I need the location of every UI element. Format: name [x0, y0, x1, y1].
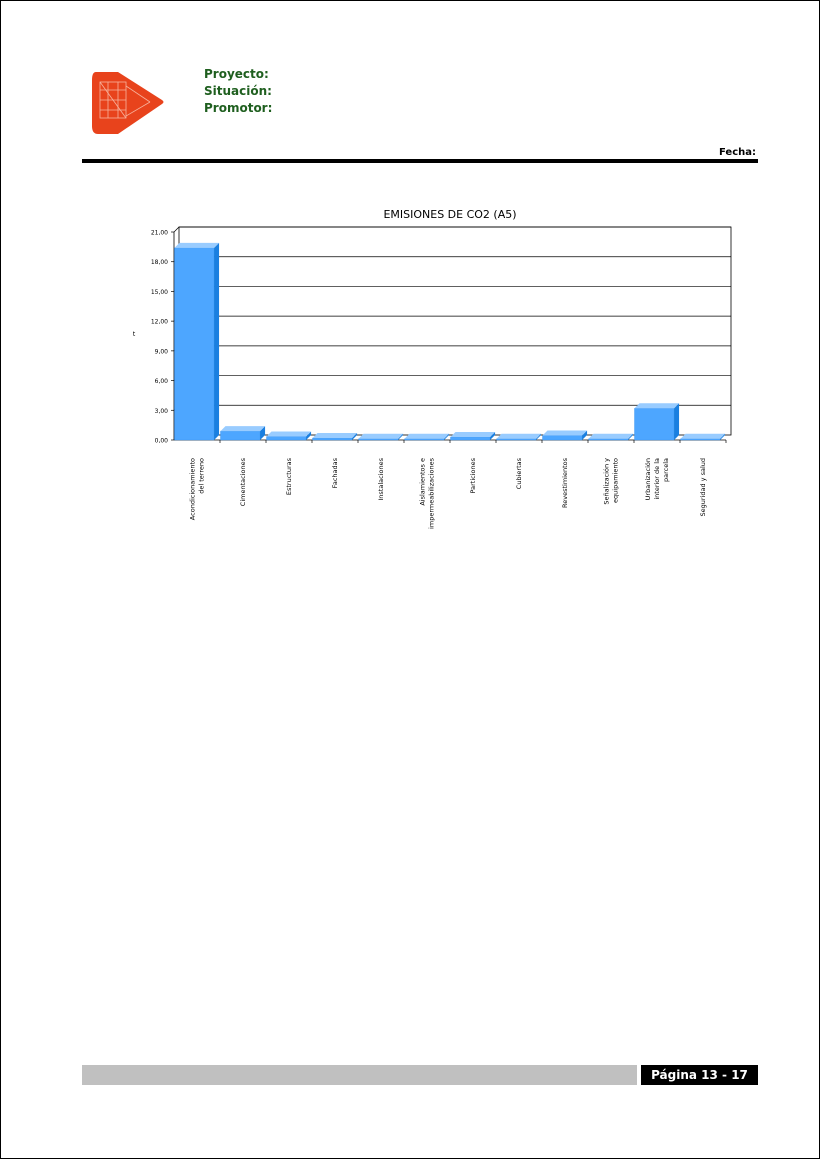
- bar-front: [313, 438, 353, 440]
- y-tick-label: 3,00: [154, 407, 168, 415]
- bar-top: [543, 431, 588, 436]
- y-tick-label: 9,00: [154, 348, 168, 356]
- bar-top: [221, 426, 266, 431]
- y-tick-label: 21,00: [150, 229, 168, 237]
- co2-emissions-chart: [100, 200, 740, 560]
- bar-top: [359, 434, 404, 439]
- x-category-label-line: interior de la: [653, 458, 661, 500]
- y-tick-label: 18,00: [150, 259, 168, 267]
- bar-top: [267, 432, 312, 437]
- proyecto-label: Proyecto:: [204, 67, 269, 81]
- bar-side: [214, 243, 219, 440]
- bar-top: [451, 432, 496, 437]
- y-tick-label: 15,00: [150, 288, 168, 296]
- chart-title: EMISIONES DE CO2 (A5): [383, 208, 517, 221]
- gridline-edge: [174, 227, 179, 232]
- header-fields: [204, 66, 272, 117]
- x-category-label-line: Fachadas: [331, 458, 339, 489]
- promotor-label: Promotor:: [204, 101, 273, 115]
- company-logo: [88, 66, 168, 140]
- x-category-label-line: Revestimientos: [561, 458, 569, 508]
- page-number: Página 13 - 17: [641, 1065, 758, 1085]
- x-category-label-line: Acondicionamiento: [188, 458, 197, 521]
- x-category-label-line: parcela: [662, 458, 670, 483]
- bar-front: [635, 408, 675, 440]
- x-category-label-line: del terreno: [197, 458, 206, 494]
- bar-front: [497, 439, 537, 440]
- x-category-label-line: Estructuras: [285, 458, 293, 496]
- y-axis-label: t: [132, 331, 136, 338]
- bar-top: [589, 434, 634, 439]
- bar-side: [674, 403, 679, 440]
- x-category-label-line: impermeabilizaciones: [427, 458, 436, 529]
- bar-front: [267, 437, 307, 440]
- header-rule: [82, 159, 758, 163]
- bar-front: [451, 437, 491, 440]
- fecha-label: Fecha:: [718, 147, 756, 158]
- bar-front: [359, 439, 399, 440]
- bar-front: [543, 436, 583, 440]
- y-tick-label: 0,00: [154, 437, 168, 445]
- bar-top: [405, 434, 450, 439]
- x-category-label-line: Instalaciones: [377, 458, 385, 501]
- footer-bar: [82, 1065, 637, 1085]
- y-tick-label: 12,00: [150, 318, 168, 326]
- y-tick-label: 6,00: [154, 378, 168, 386]
- x-category-label-line: Cubiertas: [515, 458, 523, 490]
- x-category-label-line: Aislamientos e: [418, 458, 427, 506]
- bar-top: [635, 403, 680, 408]
- bar-front: [681, 439, 721, 440]
- x-category-label-line: Urbanización: [644, 458, 652, 501]
- x-category-label-line: Particiones: [469, 458, 477, 494]
- bar-front: [589, 439, 629, 440]
- x-category-label-line: Seguridad y salud: [699, 458, 707, 517]
- bar-front: [175, 248, 215, 440]
- x-category-label-line: equipamiento: [611, 458, 620, 503]
- bar-top: [175, 243, 220, 248]
- bar-top: [497, 434, 542, 439]
- bar-top: [681, 434, 726, 439]
- bar-front: [221, 431, 261, 440]
- situacion-label: Situación:: [204, 84, 272, 98]
- bar-top: [313, 433, 358, 438]
- bar-front: [405, 439, 445, 440]
- x-category-label-line: Señalización y: [602, 458, 611, 505]
- x-category-label-line: Cimentaciones: [239, 458, 247, 507]
